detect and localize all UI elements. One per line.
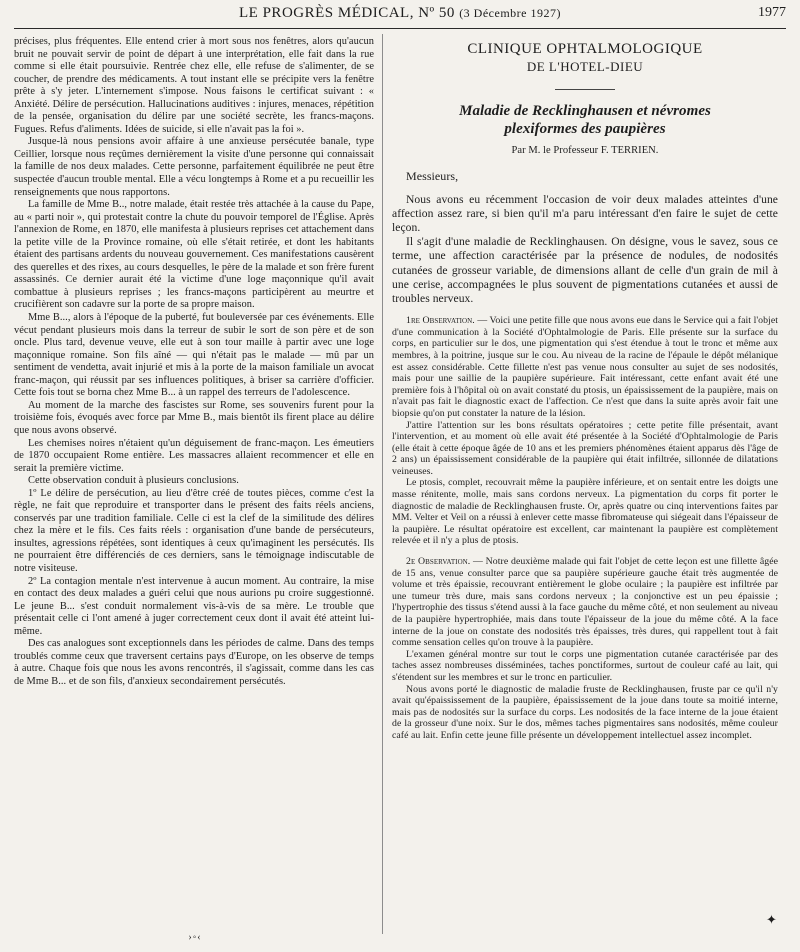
article-title [392, 102, 778, 138]
footer-ornament: ›◦‹ [188, 932, 202, 943]
spacer [392, 306, 778, 315]
clinic-heading: CLINIQUE OPHTALMOLOGIQUE [467, 41, 703, 57]
salutation: Messieurs, [406, 169, 459, 183]
column-divider [382, 34, 383, 934]
article-title-line-2: plexiformes des paupières [504, 121, 666, 137]
paragraph: L'examen général montre sur tout le corps une pigmentation cutanée caractérisée par des taches assez nombreuses disséminées, taches ponctiformes, surtout de couleur café au lait, qui s'étendent sur les membres et sur le tronc en particulier. [392, 648, 778, 683]
issue-date: (3 Décembre 1927) [459, 6, 561, 20]
paragraph: Il s'agit d'une maladie de Recklinghausen. On désigne, vous le savez, sous ce terme, une affection caractérisée par la présence de nodules, de nodosités cutanées de grosseur variable, de dimensions allant de celle d'un grain de mil à une cerise, accompagnées le plus souvent de pigmentations cutanées et aussi de troubles nerveux. [392, 235, 778, 305]
paragraph: Jusque-là nous pensions avoir affaire à une anxieuse persécutée banale, type Ceillier, lorsque nous reçûmes dernièrement la visite d'une personne qui connaissait la famille de nos deux malades. Cette personne, parfaitement équilibrée ne peut être suspectée d'aucun trouble mental. Elle a vécu longtemps à Rome et a pu recueillir les renseignements que nous rapportons. [14, 136, 374, 198]
page-number: 1977 [758, 5, 786, 20]
paragraph: Au moment de la marche des fascistes sur Rome, ses souvenirs furent pour la troisième fois, évoqués avec force par Mme B., mais bientôt ils firent place au délire que nous avons observé. [14, 399, 374, 436]
paragraph: La famille de Mme B.., notre malade, était restée très attachée à la cause du Pape, au « parti noir », qui protestait contre la chute du pouvoir temporel de l'Église. Après l'annexion de Rome, en 1870, elle manifesta à plusieurs reprises cet attachement dans la petite ville de la Province romaine, où elle s'était retirée, et dont les habitants étaient des partisans ardents du nouveau gouvernement. Ces manifestations causèrent des querelles et des rixes, au cours desquelles, le père de la malade et son frère furent assassinés. Ce dernier aurait été la victime d'une loge maçonnique qu'il avait combattue à plusieurs reprises ; les francs-maçons participèrent au meurtre et crucifièrent son cadavre sur la porte de sa propre maison. [14, 199, 374, 311]
observation-1-text: — Voici une petite fille que nous avons eue dans le Service qui a fait l'objet d'une communication à la Société d'Ophtalmologie de Paris. Elle présente sur la surface du corps, en particulier sur le dos, une pigmentation qui s'est étendue à tout le tronc et même aux membres, à la poitrine, jusque sur le cou. Au niveau de la racine de l'épaule le dépôt mélanique est assez considérable. Cette fillette n'est pas venue nous consulter au sujet de ses nodosités, mais pour une saillie de la paupière supérieure. Fait intéressant, cette enfant avait été une première fois à l'hôpital où on avait constaté du ptosis, un épaississement de la paupière, mais on n'avait pas fait le diagnostic exact de l'affection. Ce n'est que dans la suite après avoir fait une biopsie qu'on put constater la nature de la lésion. [392, 315, 778, 419]
paragraph: 2º La contagion mentale n'est intervenue à aucun moment. Au contraire, la mise en contact des deux malades a guéri celui que nous aurions pu croire suggestionné. Le jeune B... s'est conduit normalement vis-à-vis de sa mère. Le trouble que présentait celle ci l'ont amené à juger correctement ceux dont il avait été atteint lui-même. [14, 575, 374, 637]
author-name: F. TERRIEN. [600, 145, 659, 156]
fleuron-icon: ✦ [766, 912, 777, 927]
paragraph: Nous avons eu récemment l'occasion de voir deux malades atteintes d'une affection assez rare, si bien qu'il m'a paru intéressant d'en faire le sujet de cette leçon. [392, 192, 778, 234]
paragraph: Cette observation conduit à plusieurs conclusions. [28, 475, 239, 487]
journal-title [0, 5, 800, 22]
paragraph: Mme B..., alors à l'époque de la puberté, fut bouleversée par ces événements. Elle vécut pendant plusieurs mois dans la terreur de subir le sort de son père et de son oncle. Plus tard, devenue veuve, elle eut à son tour maille à partir avec une loge maçonnique romaine. Son fils aîné — qui n'était pas le malade — mû par un sentiment de vendetta, avait injurié et mis à la porte de la maison familiale un avocat franc-maçon, qui réussit par ses influences politiques, à briser sa carrière d'officier. Cette fois tout se borna chez Mme B... à un rappel des terreurs de l'adolescence. [14, 312, 374, 399]
header-rule [14, 28, 786, 29]
paragraph: Les chemises noires n'étaient qu'un déguisement de franc-maçon. Les émeutiers de 1870 occupaient Rome entière. Les massacres allaient recommencer et elle en serait la première victime. [14, 437, 374, 474]
observation-1 [392, 315, 778, 419]
right-column [392, 36, 778, 742]
byline-prefix: Par M. le Professeur [511, 145, 599, 156]
observation-2-label: 2e Observation. [406, 556, 471, 568]
clinic-subheading: DE L'HOTEL-DIEU [526, 59, 644, 74]
observation-2-text: — Notre deuxième malade qui fait l'objet de cette leçon est une fillette âgée de 15 ans, venue consulter parce que sa paupière supérieure gauche était très augmentée de volume et très épaissie, recouvrant entièrement le globe oculaire ; la paupière est infiltrée par une tumeur très dure, mais sans cordons nerveux ; la conjonctive est un peu épaissie ; l'hypertrophie des tissus s'étend aussi à la face gauche du même côté, et non seulement au niveau de la paupière hypertrophiée, mais dans toute l'épaisseur de la joue du même côté. A la face interne de la joue on constate des nodosités très épaisses, très dures, qui rappellent tout à fait comme sensation celles qu'on trouve à la paupière. [392, 556, 778, 649]
paragraph: Le ptosis, complet, recouvrait même la paupière inférieure, et on sentait entre les doigts une masse rénitente, molle, mais sans cordons nerveux. La pigmentation du corps fit porter le diagnostic de maladie de Recklinghausen fruste. Or, après quatre ou cinq interventions faites par MM. Velter et Veil on a réussi à enlever cette masse fibromateuse qui siégeait dans l'épaisseur de la paupière. Le résultat opératoire est excellent, car maintenant la paupière est complètement relevée et il n'y a plus de ptosis. [392, 477, 778, 547]
journal-name: LE PROGRÈS MÉDICAL, Nº 50 [239, 5, 455, 21]
paragraph: Des cas analogues sont exceptionnels dans les périodes de calme. Dans des temps troublés comme ceux que traversent certains pays d'Europe, on les observe de temps à autre. Chaque fois que nous les avons rencontrés, il s'agissait, comme dans les cas de Mme B... et de son fils, d'anxieux secondairement persécutés. [14, 638, 374, 687]
observation-2 [392, 556, 778, 649]
spacer [392, 547, 778, 556]
paragraph: 1º Le délire de persécution, au lieu d'être créé de toutes pièces, comme c'est la règle, ne fait que reproduire et transporter dans le présent des faits réels anciens, conservés par une tradition familiale. Celle ci est la clef de la similitude des délires chez la mère et le fils. Ces faits réels : organisation d'une bande de persécuteurs, insultes, agressions répétées, sont identiques à ceux qu'imaginent les persécutés. Ils ne pourraient être différenciés de ces derniers, sans le témoignage indiscutable de notre visiteuse. [14, 487, 374, 574]
paragraph: précises, plus fréquentes. Elle entend crier à mort sous nos fenêtres, alors qu'aucun bruit ne pouvait servir de point de départ à une interprétation, elle fait dans la rue comme si elle était poursuivie. Rentrée chez elle, elle refuse de s'alimenter, de se coucher, de prendre des médicaments. A tout instant elle se précipite vers la fenêtre prête à s'y jeter. L'internement s'impose. Nous faisons le certificat suivant : « Anxiété. Délire de persécution. Hallucinations auditives : injures, menaces, répétition de la pensée, organisation du délire par une société secrète, les francs-maçons. Fugues. Refus d'aliments. Idées de suicide, si elle n'avait pas la foi ». [14, 36, 374, 135]
left-column [14, 36, 374, 688]
heading-rule [555, 89, 615, 90]
page-header [0, 0, 800, 34]
byline [392, 144, 778, 158]
observation-1-label: 1re Observation. [406, 315, 475, 327]
paragraph: J'attire l'attention sur les bons résultats opératoires ; cette petite fille présentait, avant l'intervention, et au moment où elle avait été présentée à la Société d'Ophtalmologie de Paris (elle était à cette époque âgée de 10 ans et les premiers phénomènes étaient apparus dès l'âge de 2 ans) un épaississement considérable de la paupière qui était infiltrée, sillonnée de dilatations veineuses. [392, 419, 778, 477]
article-title-line-1: Maladie de Recklinghausen et névromes [459, 103, 711, 119]
paragraph: Nous avons porté le diagnostic de maladie fruste de Recklinghausen, fruste par ce qu'il n'y avait qu'épaississement de la paupière, épaississement de la joue dans toute sa moitié interne, mais pas de nodosités sur la surface du corps. Les nodosités de la face interne de la joue étaient de la grosseur d'une noix. Sur le dos, mêmes taches pigmentaires sans nodosités, même couleur café au lait. Enfin cette jeune fille présente un développement intellectuel assez incomplet. [392, 683, 778, 741]
